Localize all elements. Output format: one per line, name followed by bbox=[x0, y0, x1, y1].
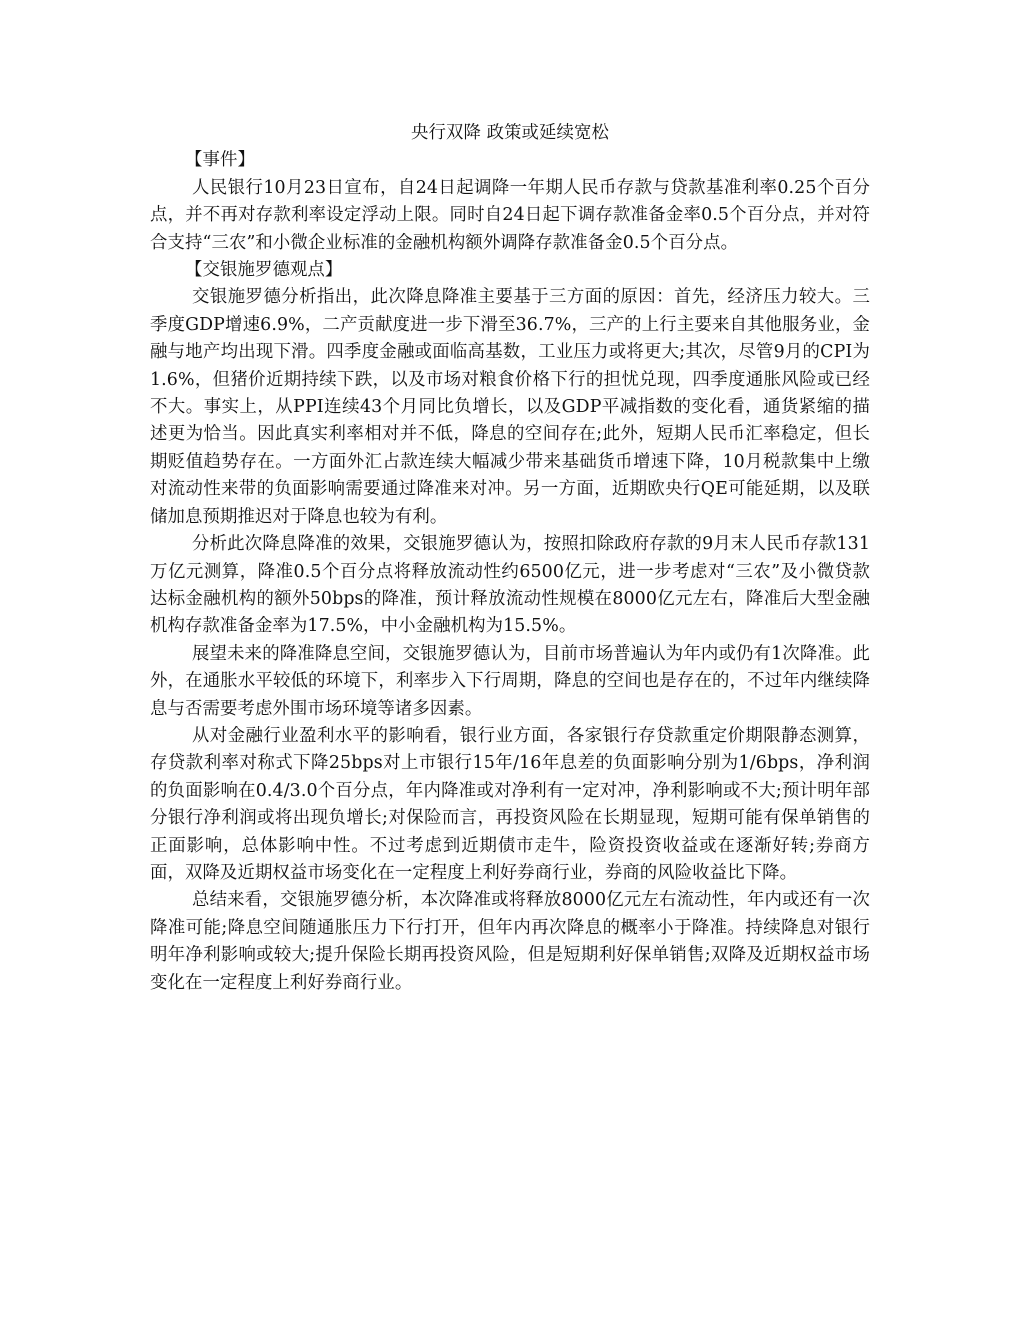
view-heading: 【交银施罗德观点】 bbox=[185, 260, 343, 281]
event-paragraph: 人民银行10月23日宣布，自24日起调降一年期人民币存款与贷款基准利率0.25个百分点，并不再对存款利率设定浮动上限。同时自24日起下调存款准备金率0.5个百分点，并对符合支持“三农”和小微企业标准的金融机构额外调降存款准备金0.5个百分点。 bbox=[150, 177, 870, 253]
document-page bbox=[150, 120, 870, 997]
analysis-paragraph-outlook: 展望未来的降准降息空间，交银施罗德认为，目前市场普遍认为年内或仍有1次降准。此外，在通胀水平较低的环境下，利率步入下行周期，降息的空间也是存在的，不过年内继续降息与否需要考虑外围市场环境等诸多因素。 bbox=[150, 643, 870, 719]
analysis-paragraph-industry-impact: 从对金融行业盈利水平的影响看，银行业方面，各家银行存贷款重定价期限静态测算，存贷款利率对称式下降25bps对上市银行15年/16年息差的负面影响分别为1/6bps，净利润的负面影响在0.4/3.0个百分点，年内降准或对净利有一定对冲，净利影响或不大;预计明年部分银行净利润或将出现负增长;对保险而言，再投资风险在长期显现，短期可能有保单销售的正面影响，总体影响中性。不过考虑到近期债市走牛，险资投资收益或在逐渐好转;券商方面，双降及近期权益市场变化在一定程度上利好券商行业，券商的风险收益比下降。 bbox=[150, 725, 870, 883]
event-heading: 【事件】 bbox=[185, 150, 255, 171]
analysis-paragraph-effects: 分析此次降息降准的效果，交银施罗德认为，按照扣除政府存款的9月末人民币存款131万亿元测算，降准0.5个百分点将释放流动性约6500亿元，进一步考虑对“三农”及小微贷款达标金融机构的额外50bps的降准，预计释放流动性规模在8000亿元左右，降准后大型金融机构存款准备金率为17.5%，中小金融机构为15.5%。 bbox=[150, 534, 870, 637]
document-title: 央行双降 政策或延续宽松 bbox=[410, 123, 610, 143]
analysis-paragraph-reasons: 交银施罗德分析指出，此次降息降准主要基于三方面的原因：首先，经济压力较大。三季度GDP增速6.9%，二产贡献度进一步下滑至36.7%，三产的上行主要来自其他服务业，金融与地产均出现下滑。四季度金融或面临高基数，工业压力或将更大;其次，尽管9月的CPI为1.6%，但猪价近期持续下跌，以及市场对粮食价格下行的担忧兑现，四季度通胀风险或已经不大。事实上，从PPI连续43个月同比负增长，以及GDP平减指数的变化看，通货紧缩的描述更为恰当。因此真实利率相对并不低，降息的空间存在;此外，短期人民币汇率稳定，但长期贬值趋势存在。一方面外汇占款连续大幅减少带来基础货币增速下降，10月税款集中上缴对流动性来带的负面影响需要通过降准来对冲。另一方面，近期欧央行QE可能延期，以及联储加息预期推迟对于降息也较为有利。 bbox=[150, 287, 870, 527]
analysis-paragraph-summary: 总结来看，交银施罗德分析，本次降准或将释放8000亿元左右流动性，年内或还有一次降准可能;降息空间随通胀压力下行打开，但年内再次降息的概率小于降准。持续降息对银行明年净利影响或较大;提升保险长期再投资风险，但是短期利好保单销售;双降及近期权益市场变化在一定程度上利好券商行业。 bbox=[150, 890, 870, 993]
